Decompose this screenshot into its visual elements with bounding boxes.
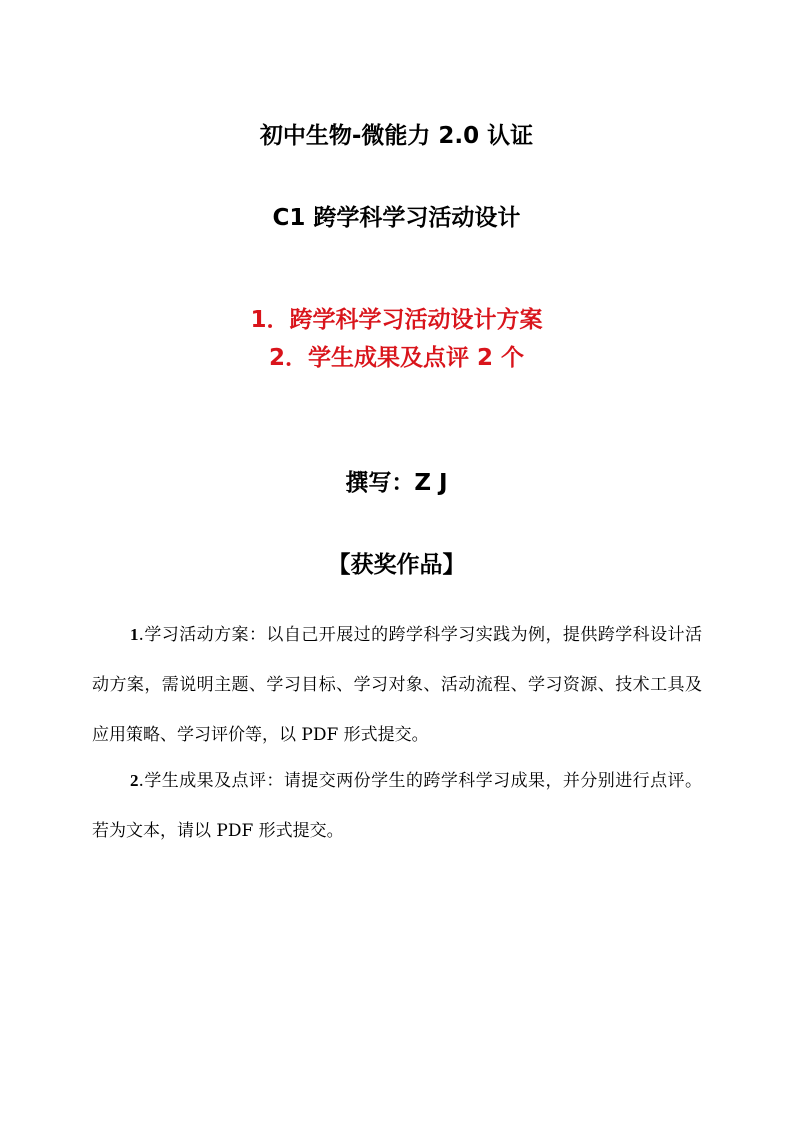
award-label: 【获奖作品】 [327,552,466,578]
paragraph-text: .学生成果及点评：请提交两份学生的跨学科学习成果，并分别进行点评。若为文本，请以 PDF 形式提交。 [92,771,702,841]
document-subtitle: C1 跨学科学习活动设计 [272,205,521,231]
document-title: 初中生物-微能力 2.0 认证 [259,123,534,149]
requirement-item-2: 2．学生成果及点评 2 个 [268,345,525,371]
instruction-paragraph-1 [92,610,702,760]
paragraph-text: .学习活动方案：以自己开展过的跨学科学习实践为例，提供跨学科设计活动方案，需说明主题、学习目标、学习对象、活动流程、学习资源、技术工具及应用策略、学习评价等，以 PDF 形式提交。 [92,625,702,745]
requirement-item-1: 1．跨学科学习活动设计方案 [250,307,543,333]
instruction-paragraph-2 [92,756,702,856]
paragraph-number: 2 [130,771,139,790]
author-line: 撰写：Z J [345,470,448,496]
paragraph-number: 1 [130,625,139,644]
